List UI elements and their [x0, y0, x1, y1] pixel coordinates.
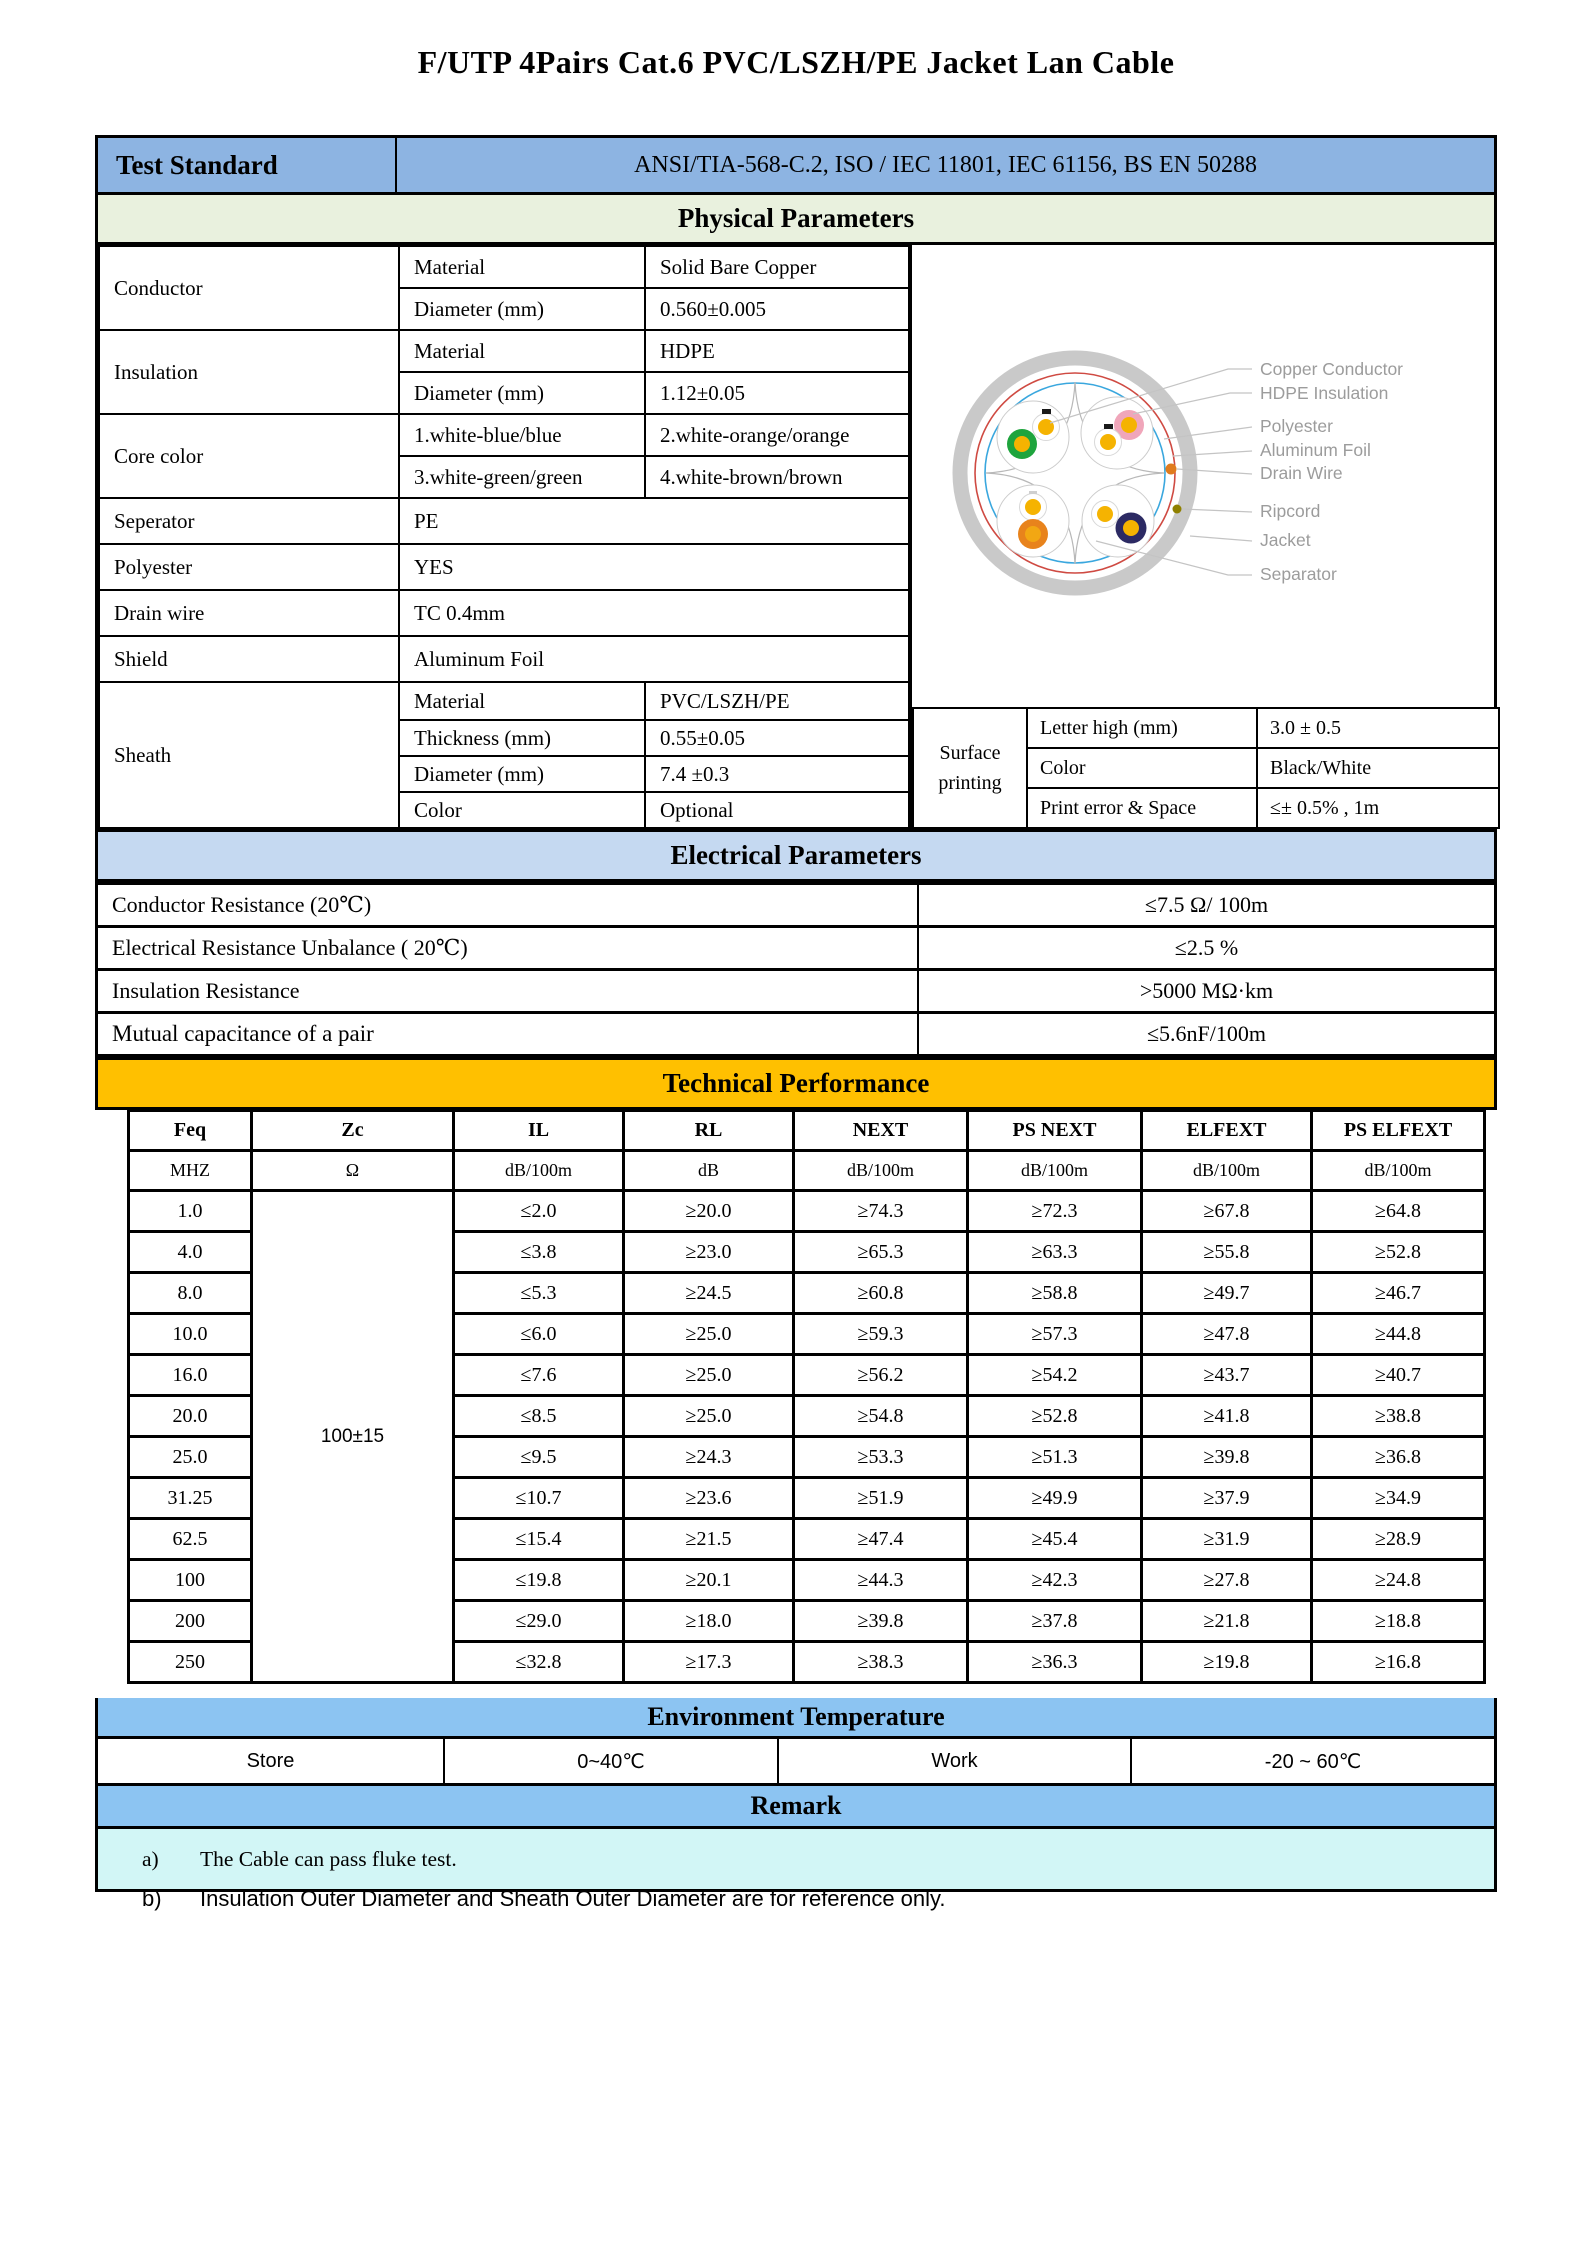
test-standard-row: [95, 135, 1497, 195]
param-value: Optional: [645, 792, 909, 828]
tech-value-cell: ≥20.0: [624, 1191, 794, 1232]
tech-value-cell: ≥40.7: [1312, 1355, 1485, 1396]
tech-value-cell: ≥54.8: [794, 1396, 968, 1437]
pair-marker: [1029, 491, 1037, 494]
param-value: Aluminum Foil: [399, 636, 909, 682]
tech-value-cell: ≥37.9: [1142, 1478, 1312, 1519]
tech-freq-cell: 10.0: [129, 1314, 252, 1355]
pair-marker: [1042, 409, 1051, 414]
tech-value-cell: ≥52.8: [1312, 1232, 1485, 1273]
tech-value-cell: ≥21.5: [624, 1519, 794, 1560]
tech-value-cell: ≥54.2: [968, 1355, 1142, 1396]
env-work-value: -20 ~ 60℃: [1130, 1739, 1494, 1783]
tech-freq-cell: 8.0: [129, 1273, 252, 1314]
column-header: RL: [624, 1111, 794, 1151]
tech-value-cell: ≥25.0: [624, 1396, 794, 1437]
param-value: 0.560±0.005: [645, 288, 909, 330]
column-unit: MHZ: [129, 1151, 252, 1191]
tech-value-cell: ≥23.6: [624, 1478, 794, 1519]
tech-value-cell: ≤9.5: [454, 1437, 624, 1478]
tech-freq-cell: 16.0: [129, 1355, 252, 1396]
tech-value-cell: ≥67.8: [1142, 1191, 1312, 1232]
param-label: Shield: [99, 636, 399, 682]
param-value: 2.white-orange/orange: [645, 414, 909, 456]
param-label: Material: [399, 682, 645, 720]
tech-value-cell: ≥49.9: [968, 1478, 1142, 1519]
tech-value-cell: ≤32.8: [454, 1642, 624, 1683]
environment-temperature-row: [95, 1736, 1497, 1786]
param-label: Seperator: [99, 498, 399, 544]
surface-printing-table: [912, 707, 1500, 829]
tech-units-row: [129, 1151, 1485, 1191]
section-header-electrical: Electrical Parameters: [95, 829, 1497, 882]
tech-value-cell: ≤5.3: [454, 1273, 624, 1314]
tech-value-cell: ≤7.6: [454, 1355, 624, 1396]
tech-value-cell: ≥25.0: [624, 1355, 794, 1396]
param-value: 1.white-blue/blue: [399, 414, 645, 456]
tech-value-cell: ≥18.8: [1312, 1601, 1485, 1642]
tech-value-cell: ≥43.7: [1142, 1355, 1312, 1396]
column-unit: dB/100m: [968, 1151, 1142, 1191]
param-value: ≤± 0.5% , 1m: [1257, 788, 1499, 828]
tech-value-cell: ≥38.3: [794, 1642, 968, 1683]
env-store-value: 0~40℃: [443, 1739, 777, 1783]
test-standard-label: Test Standard: [98, 138, 397, 192]
tech-value-cell: ≤8.5: [454, 1396, 624, 1437]
page-title: F/UTP 4Pairs Cat.6 PVC/LSZH/PE Jacket Lan Cable: [417, 44, 1175, 80]
section-header-technical: Technical Performance: [95, 1057, 1497, 1110]
param-value: Black/White: [1257, 748, 1499, 788]
tech-value-cell: ≥23.0: [624, 1232, 794, 1273]
tech-value-cell: ≥25.0: [624, 1314, 794, 1355]
param-label: Diameter (mm): [399, 372, 645, 414]
electrical-parameters-table: [98, 882, 1494, 1057]
tech-value-cell: ≤19.8: [454, 1560, 624, 1601]
tech-value-cell: ≥36.3: [968, 1642, 1142, 1683]
column-header: NEXT: [794, 1111, 968, 1151]
tech-freq-cell: 20.0: [129, 1396, 252, 1437]
tech-zc-merged-cell: 100±15: [252, 1191, 454, 1683]
jacket-ring-icon: [960, 358, 1190, 588]
tech-freq-cell: 1.0: [129, 1191, 252, 1232]
tech-value-cell: ≥42.3: [968, 1560, 1142, 1601]
section-header-environment: Environment Temperature: [95, 1695, 1497, 1739]
param-label: Conductor Resistance (20℃): [98, 884, 918, 927]
tech-value-cell: ≥47.4: [794, 1519, 968, 1560]
tech-value-cell: ≥45.4: [968, 1519, 1142, 1560]
param-label: Mutual capacitance of a pair: [98, 1013, 918, 1056]
remark-section: [95, 1826, 1497, 1911]
remark-text: The Cable can pass fluke test.: [200, 1847, 457, 1871]
tech-value-cell: ≥47.8: [1142, 1314, 1312, 1355]
param-label: Letter high (mm): [1027, 708, 1257, 748]
tech-value-cell: ≥24.5: [624, 1273, 794, 1314]
tech-value-cell: ≥27.8: [1142, 1560, 1312, 1601]
diagram-label-copper-conductor: Copper Conductor: [1260, 359, 1403, 379]
param-label: Thickness (mm): [399, 720, 645, 756]
param-label: Color: [1027, 748, 1257, 788]
param-label: Polyester: [99, 544, 399, 590]
param-label: Electrical Resistance Unbalance ( 20℃): [98, 927, 918, 970]
tech-value-cell: ≥58.8: [968, 1273, 1142, 1314]
tech-value-cell: ≥63.3: [968, 1232, 1142, 1273]
diagram-label-aluminum-foil: Aluminum Foil: [1260, 440, 1371, 460]
param-value: PE: [399, 498, 909, 544]
tech-value-cell: ≥34.9: [1312, 1478, 1485, 1519]
column-unit: dB/100m: [794, 1151, 968, 1191]
env-work-label: Work: [777, 1739, 1130, 1783]
tech-value-cell: ≥59.3: [794, 1314, 968, 1355]
tech-freq-cell: 4.0: [129, 1232, 252, 1273]
tech-value-cell: ≥31.9: [1142, 1519, 1312, 1560]
tech-value-cell: ≥36.8: [1312, 1437, 1485, 1478]
tech-value-cell: ≥65.3: [794, 1232, 968, 1273]
param-label: Drain wire: [99, 590, 399, 636]
column-header: ELFEXT: [1142, 1111, 1312, 1151]
param-label: Insulation Resistance: [98, 970, 918, 1013]
remark-item: [142, 1839, 1484, 1879]
param-value: 7.4 ±0.3: [645, 756, 909, 792]
tech-value-cell: ≥64.8: [1312, 1191, 1485, 1232]
column-unit: dB/100m: [1312, 1151, 1485, 1191]
tech-value-cell: ≥17.3: [624, 1642, 794, 1683]
tech-value-cell: ≥20.1: [624, 1560, 794, 1601]
tech-value-cell: ≥37.8: [968, 1601, 1142, 1642]
tech-freq-cell: 62.5: [129, 1519, 252, 1560]
tech-value-cell: ≥53.3: [794, 1437, 968, 1478]
tech-header-row: [129, 1111, 1485, 1151]
param-value: PVC/LSZH/PE: [645, 682, 909, 720]
tech-value-cell: ≤15.4: [454, 1519, 624, 1560]
diagram-label-jacket: Jacket: [1260, 530, 1311, 550]
tech-value-cell: ≥16.8: [1312, 1642, 1485, 1683]
column-unit: dB: [624, 1151, 794, 1191]
param-label: Diameter (mm): [399, 756, 645, 792]
tech-freq-cell: 25.0: [129, 1437, 252, 1478]
column-header: Feq: [129, 1111, 252, 1151]
diagram-label-ripcord: Ripcord: [1260, 501, 1321, 521]
param-value: ≤5.6nF/100m: [918, 1013, 1494, 1056]
tech-freq-cell: 31.25: [129, 1478, 252, 1519]
param-label: Diameter (mm): [399, 288, 645, 330]
remark-text: Insulation Outer Diameter and Sheath Outer Diameter are for reference only.: [200, 1886, 946, 1911]
physical-parameters-table: [98, 245, 910, 829]
physical-parameters-section: [95, 242, 1497, 832]
tech-value-cell: ≥24.8: [1312, 1560, 1485, 1601]
remark-prefix: b): [142, 1886, 162, 1911]
param-value: 1.12±0.05: [645, 372, 909, 414]
drain-wire-dot: [1166, 464, 1177, 475]
param-value: 3.white-green/green: [399, 456, 645, 498]
param-value: >5000 MΩ·km: [918, 970, 1494, 1013]
remark-item: [142, 1879, 1484, 1919]
tech-value-cell: ≥74.3: [794, 1191, 968, 1232]
tech-value-cell: ≥44.8: [1312, 1314, 1485, 1355]
tech-value-cell: ≥28.9: [1312, 1519, 1485, 1560]
tech-value-cell: ≥39.8: [1142, 1437, 1312, 1478]
tech-value-cell: ≥46.7: [1312, 1273, 1485, 1314]
param-group-label: Sheath: [99, 682, 399, 828]
diagram-label-hdpe-insulation: HDPE Insulation: [1260, 383, 1389, 403]
tech-value-cell: ≥52.8: [968, 1396, 1142, 1437]
tech-value-cell: ≥44.3: [794, 1560, 968, 1601]
cable-diagram-area: [910, 245, 1494, 829]
column-header: PS NEXT: [968, 1111, 1142, 1151]
tech-value-cell: ≥57.3: [968, 1314, 1142, 1355]
test-standard-value: ANSI/TIA-568-C.2, ISO / IEC 11801, IEC 61156, BS EN 50288: [634, 151, 1257, 178]
remark-prefix: a): [142, 1847, 159, 1871]
param-label: Color: [399, 792, 645, 828]
document-body: [95, 135, 1497, 1911]
param-label: Material: [399, 246, 645, 288]
param-value: HDPE: [645, 330, 909, 372]
tech-value-cell: ≤10.7: [454, 1478, 624, 1519]
column-unit: dB/100m: [454, 1151, 624, 1191]
param-value: TC 0.4mm: [399, 590, 909, 636]
pair-marker: [1104, 424, 1113, 429]
ripcord-dot: [1173, 505, 1182, 514]
technical-performance-table: [127, 1109, 1486, 1684]
param-group-label: Surface printing: [913, 708, 1027, 828]
tech-value-cell: ≥19.8: [1142, 1642, 1312, 1683]
section-header-remark: Remark: [95, 1783, 1497, 1829]
param-value: 0.55±0.05: [645, 720, 909, 756]
tech-value-cell: ≤29.0: [454, 1601, 624, 1642]
diagram-label-drain-wire: Drain Wire: [1260, 463, 1343, 483]
tech-value-cell: ≥56.2: [794, 1355, 968, 1396]
tech-freq-cell: 100: [129, 1560, 252, 1601]
param-value: 3.0 ± 0.5: [1257, 708, 1499, 748]
tech-value-cell: ≥24.3: [624, 1437, 794, 1478]
tech-value-cell: ≤3.8: [454, 1232, 624, 1273]
tech-value-cell: ≥51.9: [794, 1478, 968, 1519]
electrical-parameters-section: [95, 879, 1497, 1060]
tech-value-cell: ≥41.8: [1142, 1396, 1312, 1437]
tech-value-cell: ≥18.0: [624, 1601, 794, 1642]
tech-value-cell: ≥72.3: [968, 1191, 1142, 1232]
param-value: ≤7.5 Ω/ 100m: [918, 884, 1494, 927]
technical-performance-section: [95, 1110, 1497, 1698]
param-value: ≤2.5 %: [918, 927, 1494, 970]
section-header-physical: Physical Parameters: [95, 192, 1497, 245]
diagram-label-separator: Separator: [1260, 564, 1337, 584]
tech-value-cell: ≥60.8: [794, 1273, 968, 1314]
param-label: Material: [399, 330, 645, 372]
column-header: PS ELFEXT: [1312, 1111, 1485, 1151]
column-unit: Ω: [252, 1151, 454, 1191]
diagram-label-polyester: Polyester: [1260, 416, 1333, 436]
param-value: Solid Bare Copper: [645, 246, 909, 288]
tech-value-cell: ≥51.3: [968, 1437, 1142, 1478]
tech-value-cell: ≥21.8: [1142, 1601, 1312, 1642]
tech-value-cell: ≥38.8: [1312, 1396, 1485, 1437]
tech-value-cell: ≥39.8: [794, 1601, 968, 1642]
param-value: YES: [399, 544, 909, 590]
tech-freq-cell: 250: [129, 1642, 252, 1683]
tech-freq-cell: 200: [129, 1601, 252, 1642]
tech-row: [129, 1191, 1485, 1232]
column-header: Zc: [252, 1111, 454, 1151]
tech-value-cell: ≤2.0: [454, 1191, 624, 1232]
tech-value-cell: ≥55.8: [1142, 1232, 1312, 1273]
tech-value-cell: ≥49.7: [1142, 1273, 1312, 1314]
column-header: IL: [454, 1111, 624, 1151]
param-label: Print error & Space: [1027, 788, 1257, 828]
env-store-label: Store: [246, 1749, 295, 1772]
tech-value-cell: ≤6.0: [454, 1314, 624, 1355]
param-value: 4.white-brown/brown: [645, 456, 909, 498]
param-group-label: Core color: [99, 414, 399, 498]
param-group-label: Conductor: [99, 246, 399, 330]
column-unit: dB/100m: [1142, 1151, 1312, 1191]
param-group-label: Insulation: [99, 330, 399, 414]
